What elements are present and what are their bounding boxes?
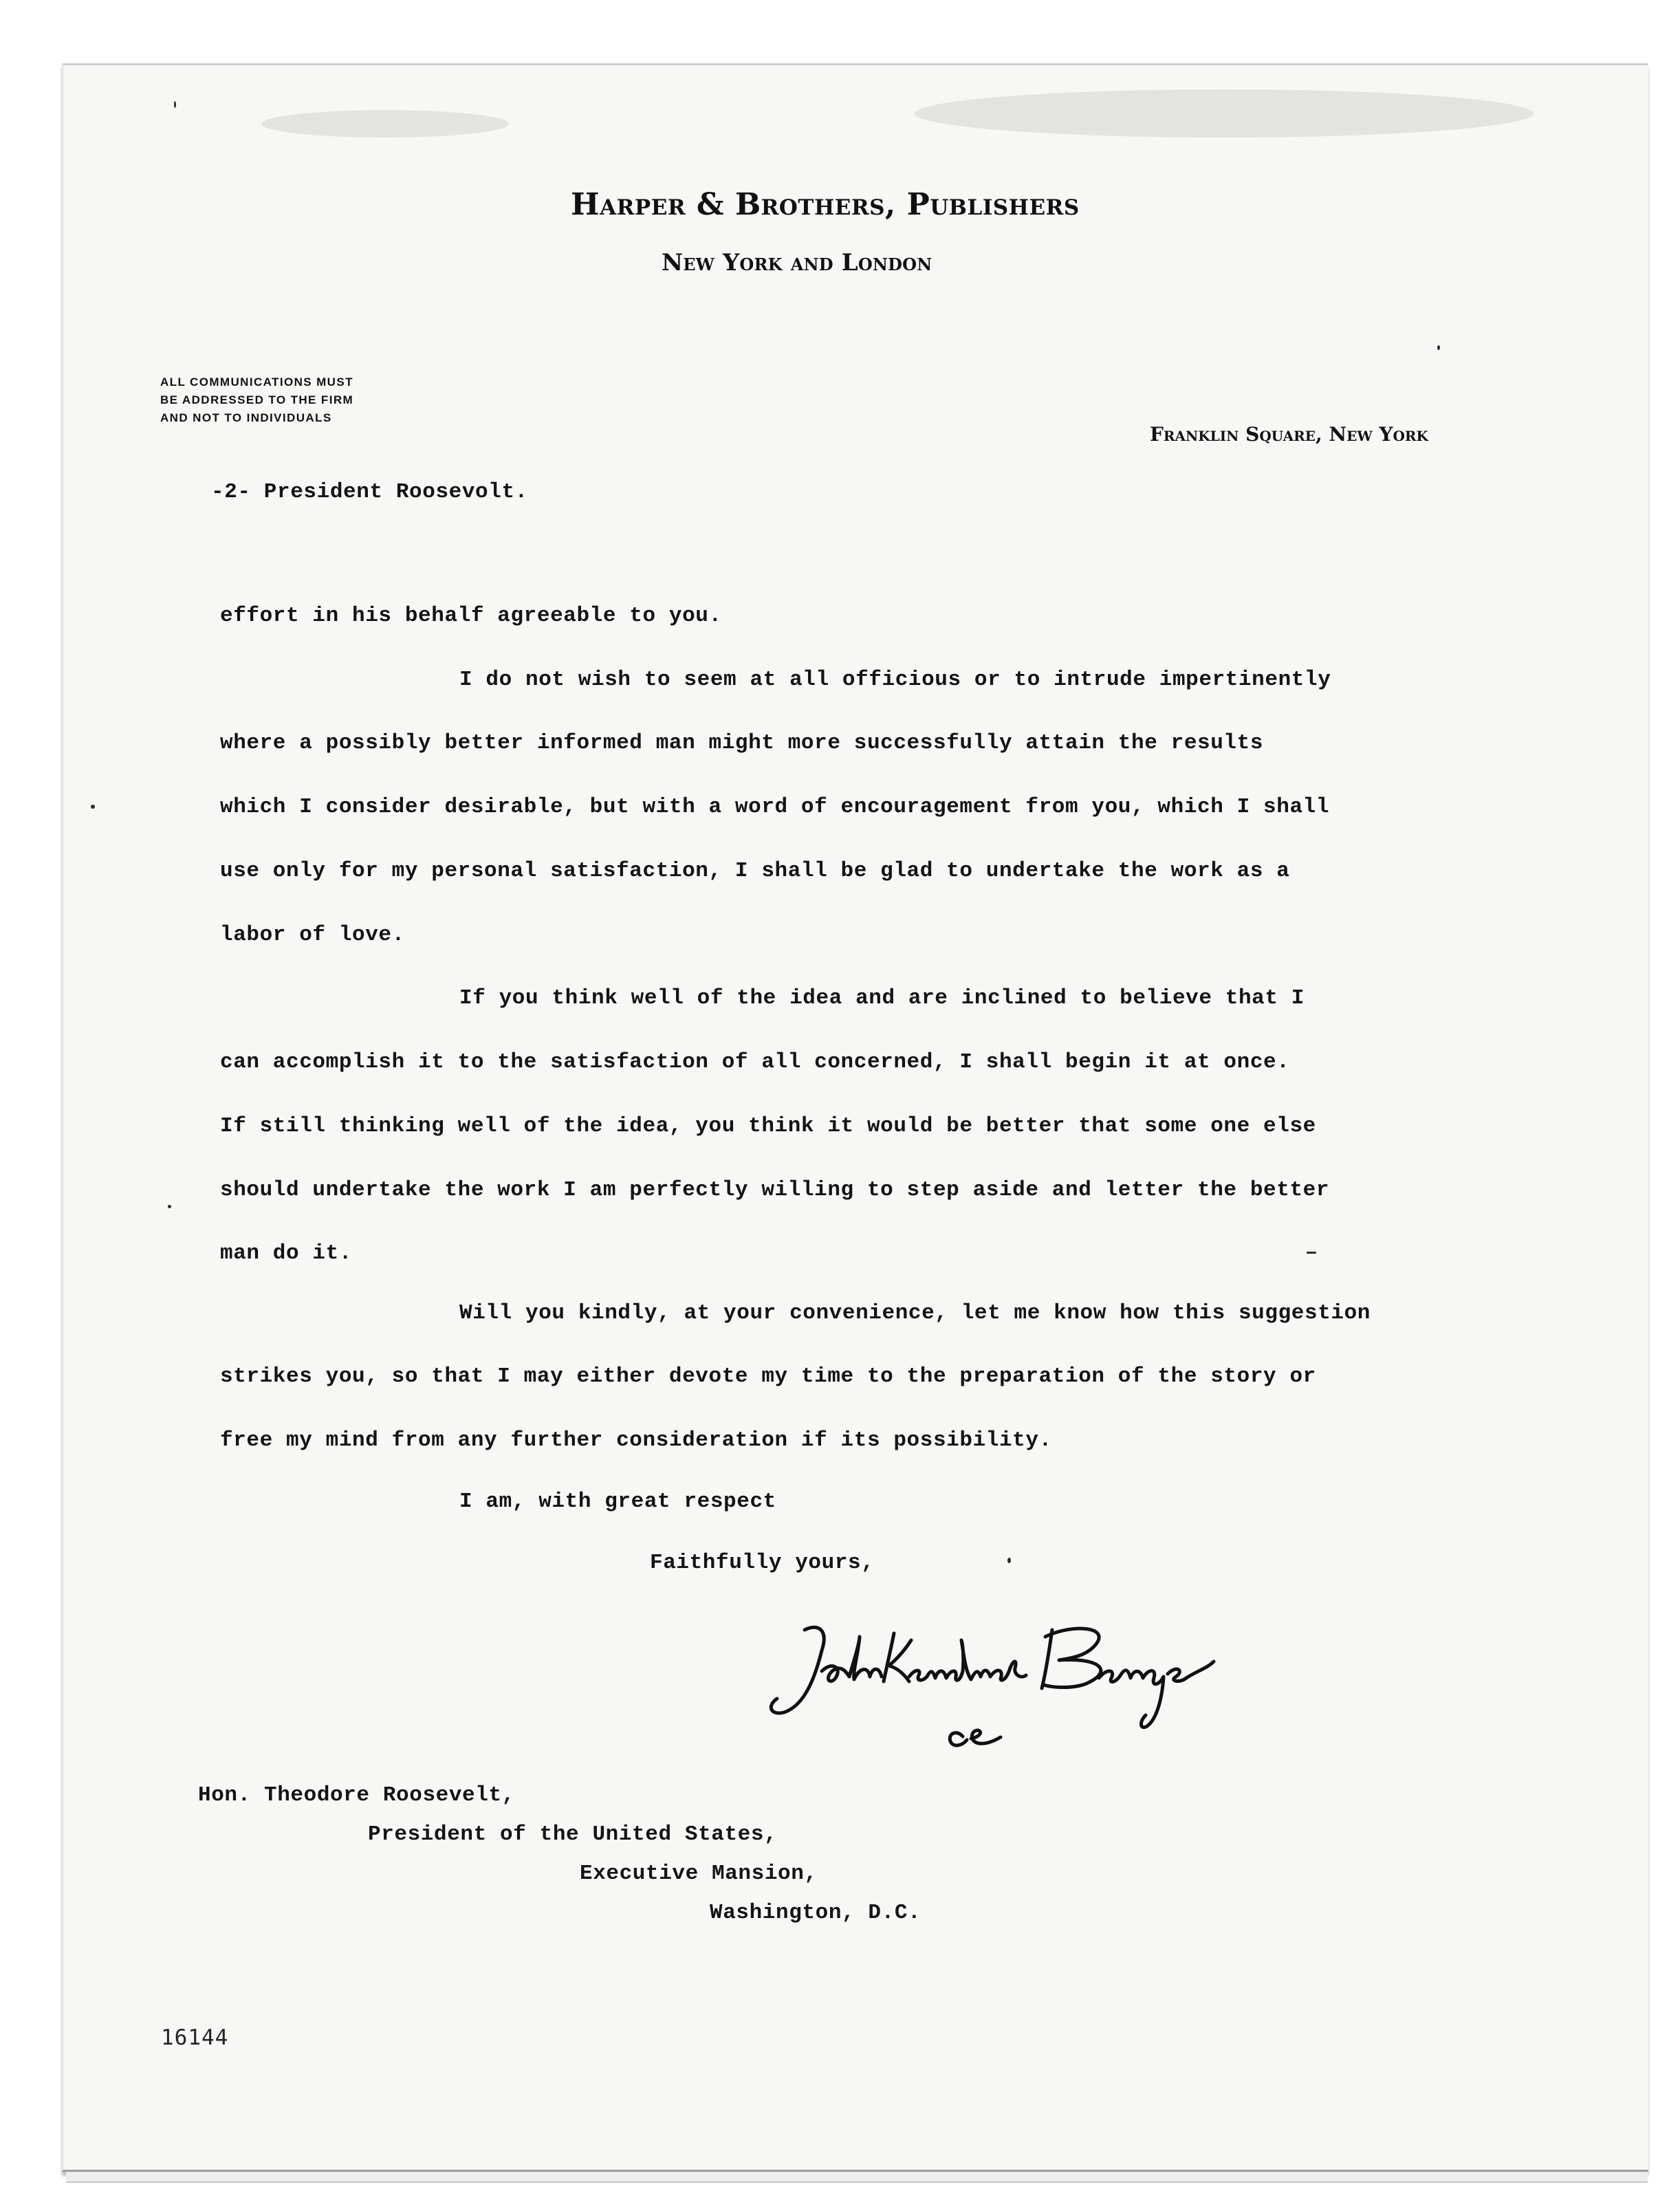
paper-edge	[66, 2172, 1648, 2183]
letterhead-notice	[160, 373, 353, 427]
body-line: use only for my personal satisfaction, I shall be glad to undertake the work as a	[220, 859, 1290, 883]
bleed-through-mark	[261, 110, 509, 138]
body-line: Will you kindly, at your convenience, let me know how this suggestion	[459, 1301, 1371, 1325]
scan-speck	[168, 1205, 171, 1208]
scan-speck	[91, 805, 95, 809]
body-line: effort in his behalf agreeable to you.	[220, 604, 722, 628]
bleed-through-mark	[915, 89, 1534, 138]
recipient-line: Hon. Theodore Roosevelt,	[198, 1783, 515, 1807]
signature	[756, 1602, 1279, 1754]
body-line: where a possibly better informed man might more successfully attain the results	[220, 731, 1264, 755]
document-number: 16144	[161, 2025, 229, 2050]
body-line: I do not wish to seem at all officious or to intrude impertinently	[459, 668, 1331, 692]
signature-drawing	[756, 1602, 1279, 1754]
body-line: which I consider desirable, but with a word of encouragement from you, which I shall	[220, 795, 1330, 819]
recipient-line: Washington, D.C.	[710, 1901, 921, 1925]
body-line: If still thinking well of the idea, you think it would be better that some one else	[220, 1114, 1316, 1138]
scan-speck	[1437, 345, 1440, 350]
body-line: If you think well of the idea and are inclined to believe that I	[459, 986, 1305, 1010]
body-line: man do it.	[220, 1241, 353, 1265]
body-line: can accomplish it to the satisfaction of all concerned, I shall begin it at once.	[220, 1050, 1290, 1074]
page-header: -2- President Roosevolt.	[211, 480, 528, 504]
body-line: labor of love.	[220, 923, 405, 947]
body-line: free my mind from any further consideration if its possibility.	[220, 1428, 1052, 1452]
letterhead-firm-name: Harper & Brothers, Publishers	[571, 187, 1080, 222]
notice-line: BE ADDRESSED TO THE FIRM	[160, 393, 354, 406]
scan-speck	[174, 101, 176, 108]
recipient-line: Executive Mansion,	[580, 1862, 818, 1886]
scan-speck	[1007, 1558, 1011, 1563]
letterhead-location: New York and London	[662, 249, 932, 276]
closing: Faithfully yours,	[650, 1551, 875, 1575]
body-line: I am, with great respect	[459, 1490, 776, 1514]
recipient-line: President of the United States,	[368, 1822, 778, 1847]
scan-speck	[1307, 1252, 1316, 1254]
body-line: strikes you, so that I may either devote my time to the preparation of the story or	[220, 1364, 1316, 1388]
body-line: should undertake the work I am perfectly willing to step aside and letter the better	[220, 1178, 1330, 1202]
notice-line: ALL COMMUNICATIONS MUST	[160, 375, 353, 389]
letterhead-address: Franklin Square, New York	[1150, 423, 1428, 446]
notice-line: AND NOT TO INDIVIDUALS	[160, 411, 332, 424]
